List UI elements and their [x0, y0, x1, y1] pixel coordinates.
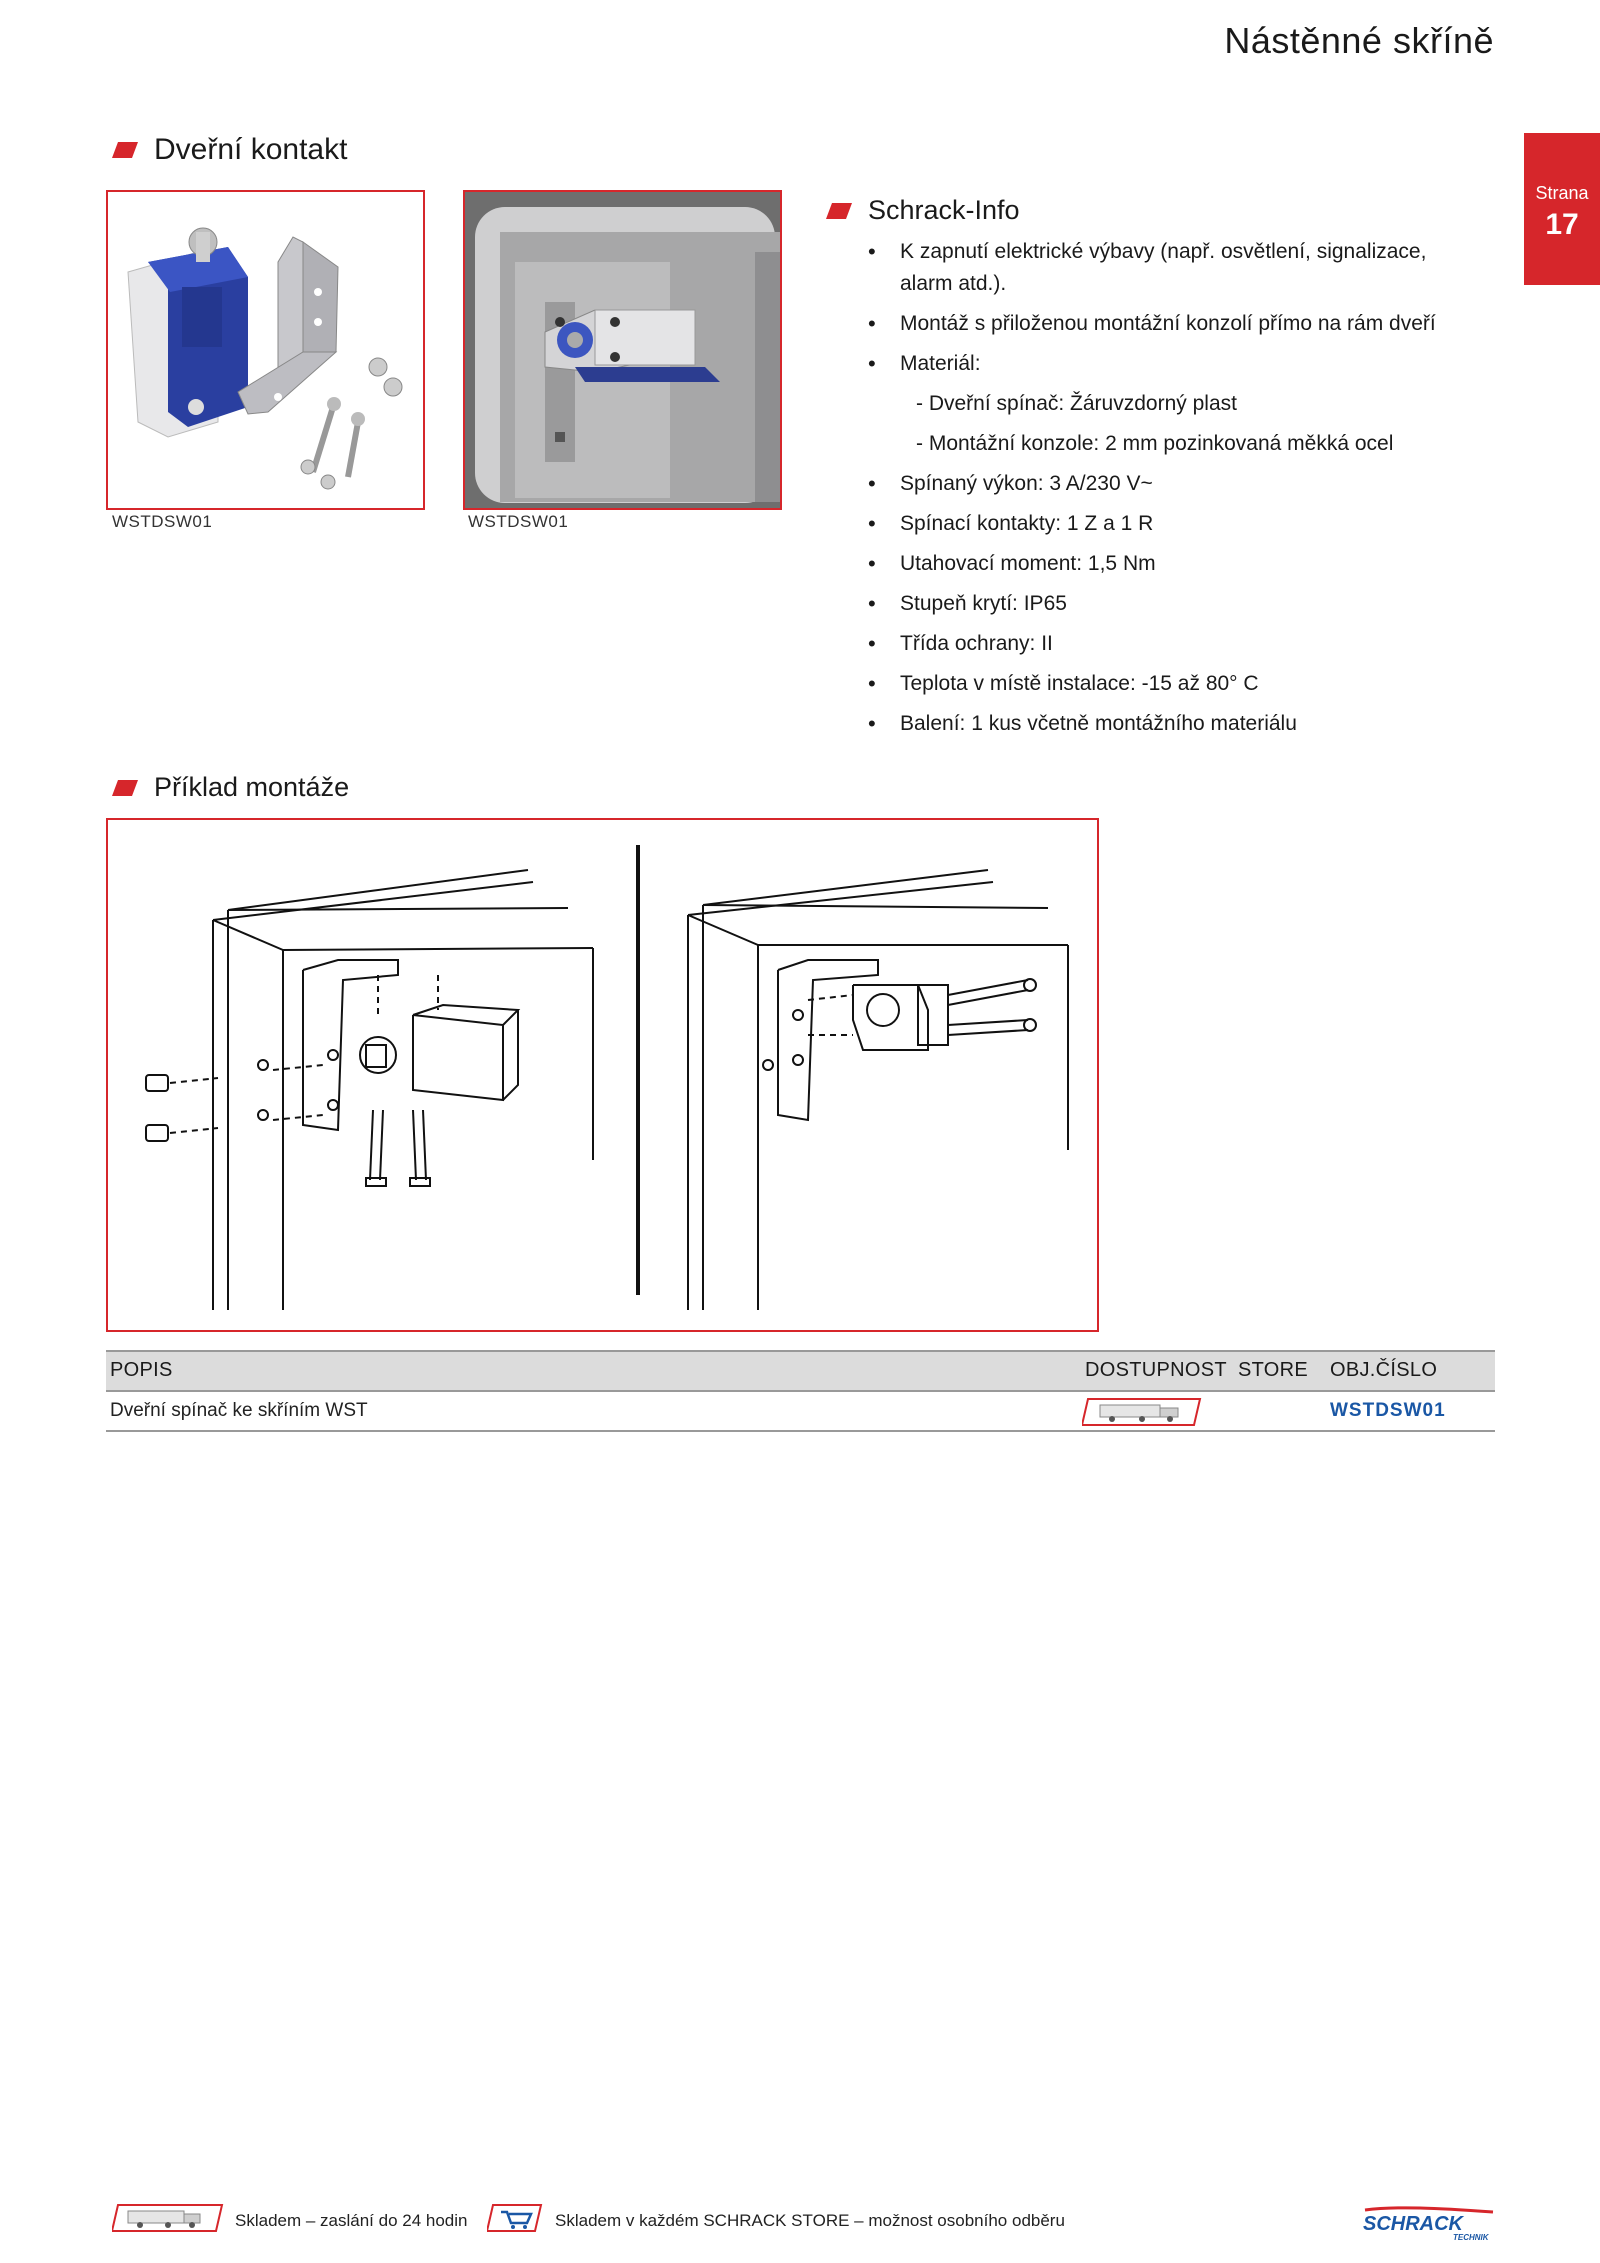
product-photo-installed	[463, 190, 782, 510]
info-item: • Stupeň krytí: IP65	[868, 588, 1468, 620]
order-number-link[interactable]: WSTDSW01	[1330, 1400, 1446, 1421]
info-item: • Spínací kontakty: 1 Z a 1 R	[868, 508, 1468, 540]
info-item: • Utahovací moment: 1,5 Nm	[868, 548, 1468, 580]
footer-store-cart-icon	[487, 2203, 543, 2238]
section-title: Příklad montáže	[154, 772, 350, 802]
section-heading-door-contact	[112, 133, 347, 167]
info-item: • Teplota v místě instalace: -15 až 80° C	[868, 668, 1468, 700]
table-row	[106, 1392, 1495, 1432]
svg-text:SCHRACK: SCHRACK	[1363, 2213, 1463, 2235]
table-header	[106, 1350, 1495, 1392]
svg-text:TECHNIK: TECHNIK	[1453, 2233, 1489, 2242]
info-item: • Spínaný výkon: 3 A/230 V~	[868, 468, 1468, 500]
column-header-store: STORE	[1238, 1359, 1309, 1381]
section-marker-icon	[112, 780, 138, 796]
info-item: • Balení: 1 kus včetně montážního materiálu	[868, 708, 1468, 740]
delivery-truck-icon	[1082, 1397, 1202, 1433]
page-title: Nástěnné skříně	[1224, 20, 1494, 61]
section-marker-icon	[112, 142, 138, 158]
info-item: • Materiál:	[868, 348, 1468, 380]
column-header-availability: DOSTUPNOST	[1085, 1359, 1227, 1381]
footer-delivery-icon	[112, 2203, 224, 2238]
section-heading-schrack-info	[826, 195, 1020, 226]
schrack-logo	[1357, 2206, 1497, 2242]
photo-caption: WSTDSW01	[468, 512, 569, 531]
section-heading-mounting-example	[112, 772, 349, 803]
info-subitem: - Dveřní spínač: Žáruvzdorný plast	[916, 392, 1237, 415]
mounting-diagram	[106, 818, 1099, 1332]
product-photo-switch	[106, 190, 425, 510]
info-item: • K zapnutí elektrické výbavy (např. osvětlení, signalizace, alarm atd.).	[868, 236, 1468, 300]
section-title: Schrack-Info	[868, 195, 1020, 225]
info-subitem: - Montážní konzole: 2 mm pozinkovaná měkká ocel	[916, 432, 1394, 455]
page-number-tab	[1524, 133, 1600, 285]
info-item: • Montáž s přiloženou montážní konzolí přímo na rám dveří	[868, 308, 1468, 340]
page-tab-label: Strana	[1535, 183, 1589, 203]
photo-caption: WSTDSW01	[112, 512, 213, 531]
row-description: Dveřní spínač ke skříním WST	[110, 1400, 368, 1421]
section-title: Dveřní kontakt	[154, 133, 348, 166]
page-number: 17	[1545, 208, 1579, 241]
section-marker-icon	[826, 203, 852, 219]
footer-delivery-text: Skladem – zaslání do 24 hodin	[235, 2211, 468, 2230]
column-header-description: POPIS	[110, 1359, 173, 1381]
schrack-info-list	[868, 236, 1468, 748]
info-item: • Třída ochrany: II	[868, 628, 1468, 660]
footer-store-text: Skladem v každém SCHRACK STORE – možnost osobního odběru	[555, 2211, 1065, 2230]
column-header-order-number: OBJ.ČÍSLO	[1330, 1359, 1438, 1381]
product-table	[106, 1350, 1495, 1432]
